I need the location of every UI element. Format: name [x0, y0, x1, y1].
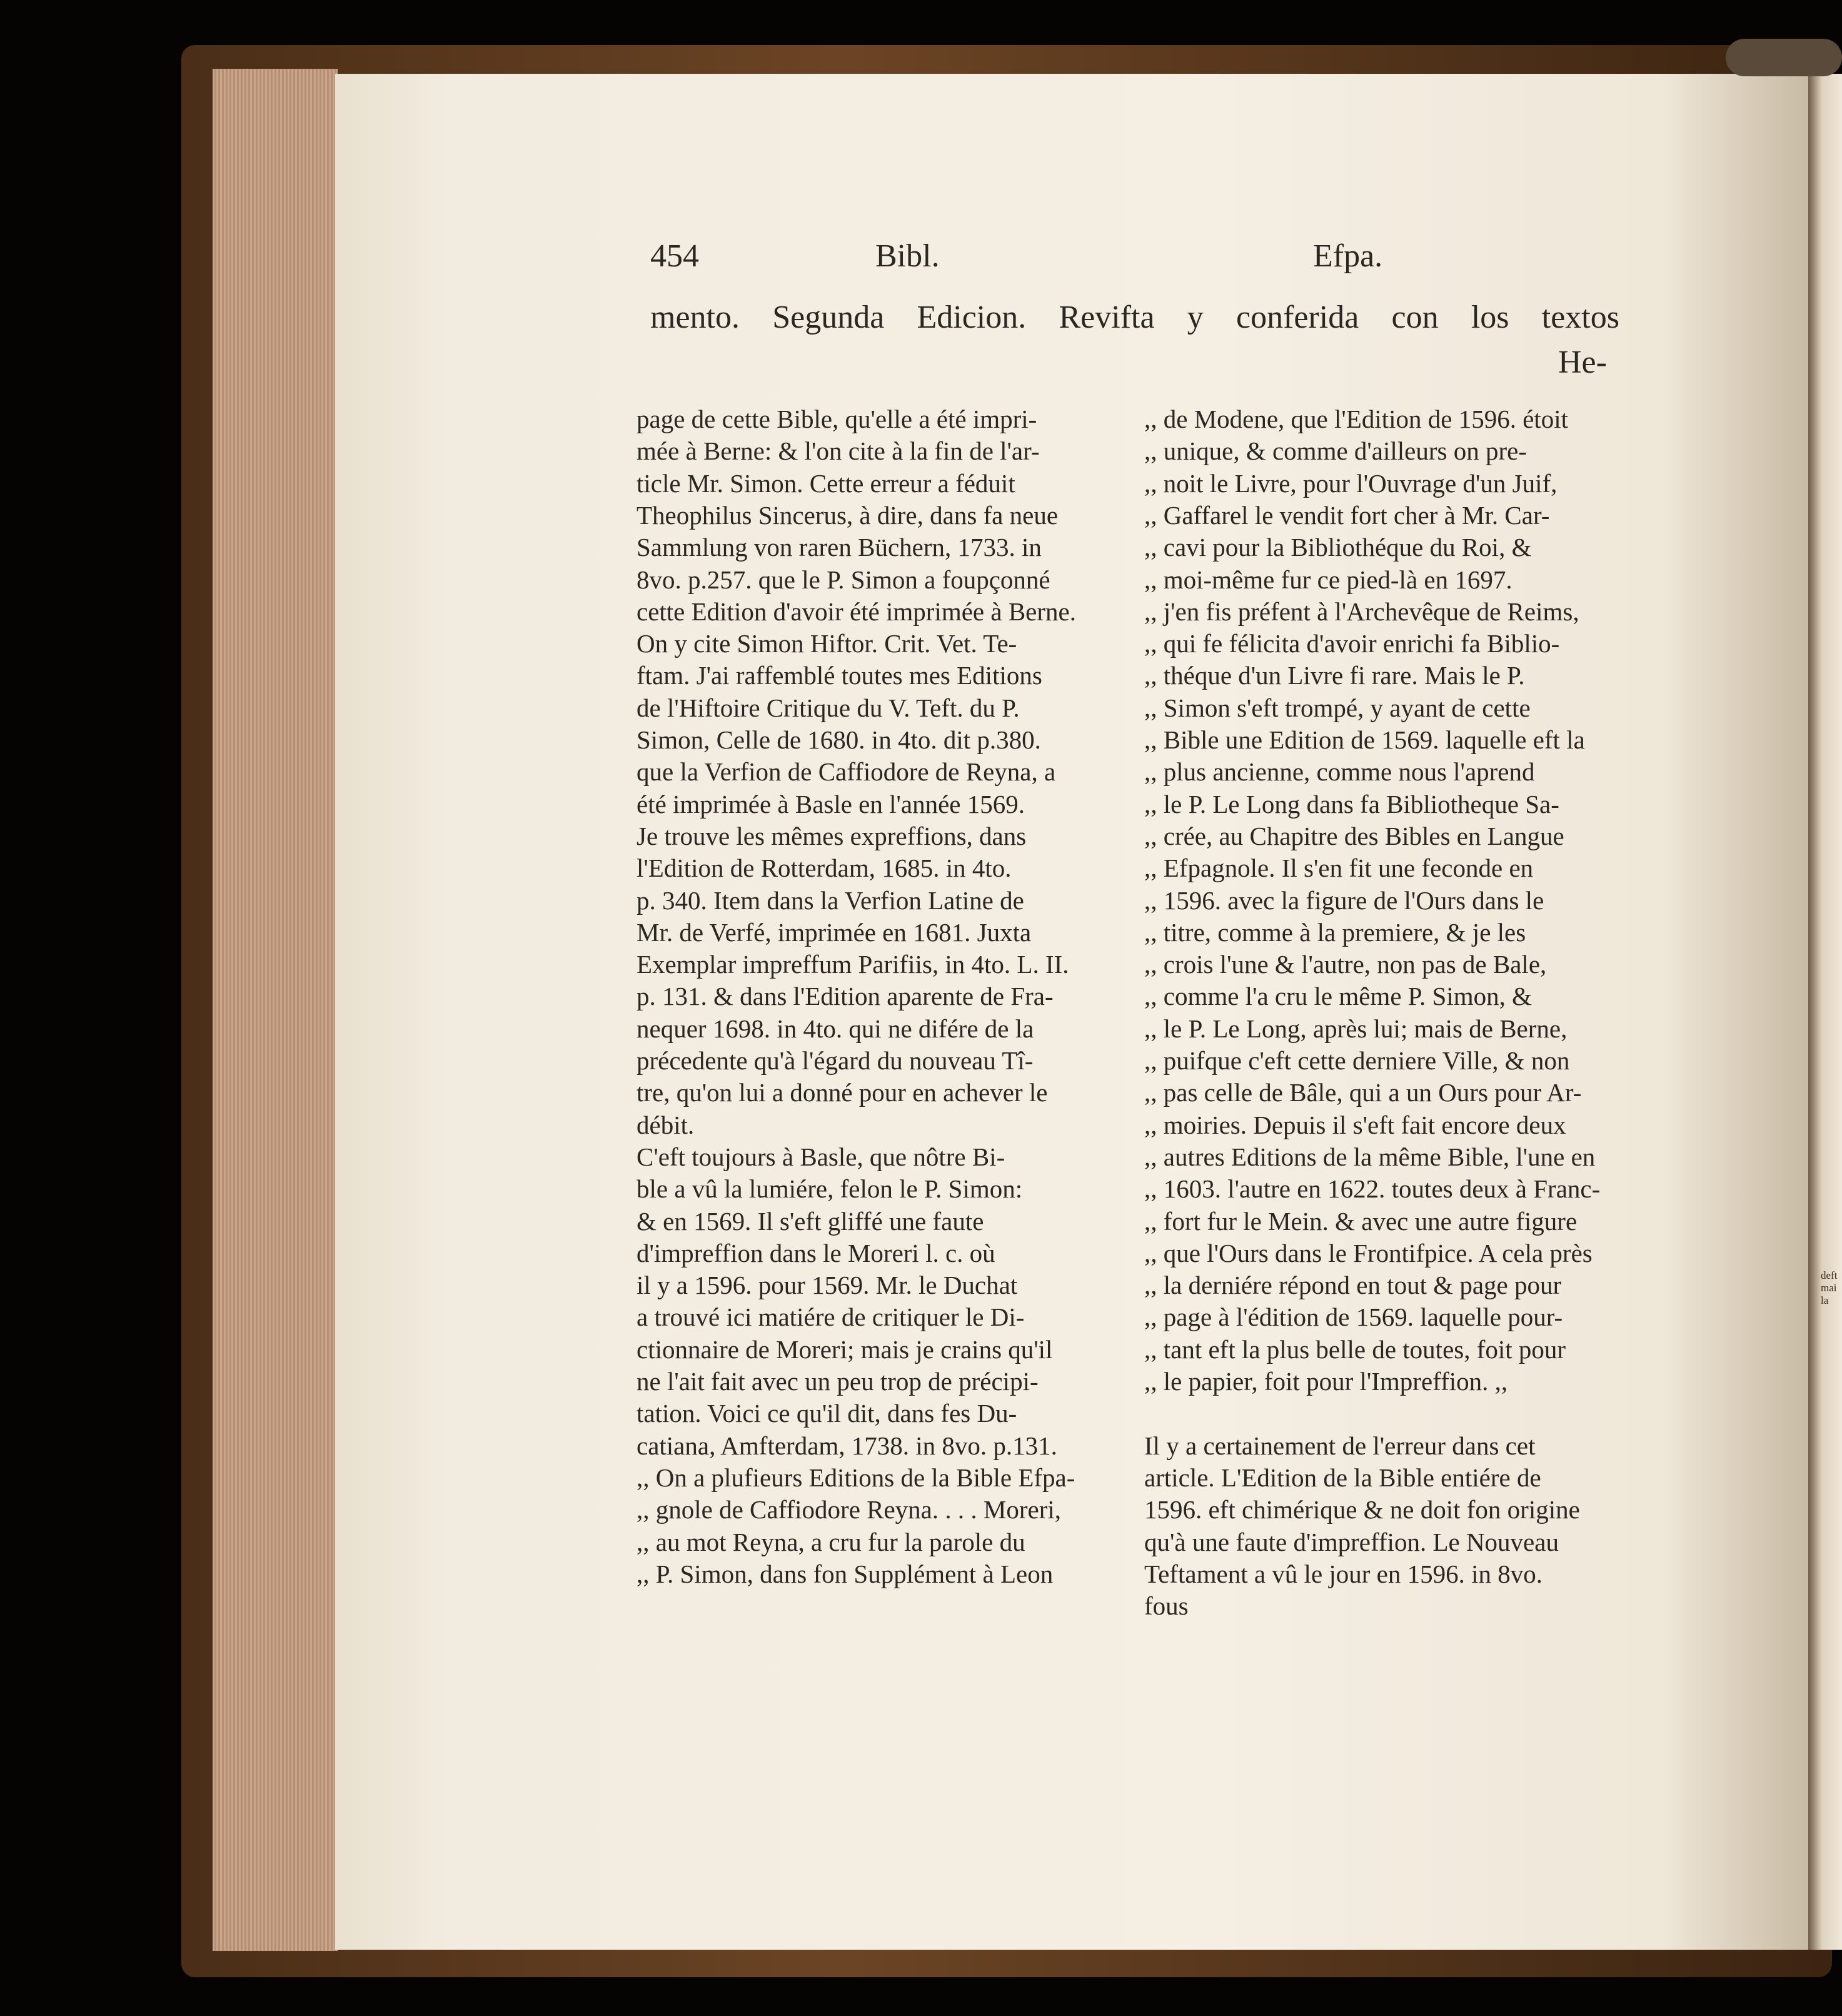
right-column-line: ,, la derniére répond en tout & page pour	[1144, 1271, 1562, 1300]
right-column-line: ,, que l'Ours dans le Frontifpice. A cela près	[1144, 1238, 1593, 1268]
right-column-line: ,, j'en fis préfent à l'Archevêque de Reims,	[1144, 597, 1579, 626]
left-column-line: ftam. J'ai raffemblé toutes mes Editions	[637, 661, 1042, 690]
right-column-line: Il y a certainement de l'erreur dans cet	[1144, 1431, 1536, 1460]
right-column-line: ,, Gaffarel le vendit fort cher à Mr. Car-	[1144, 500, 1550, 530]
right-column-line: ,, autres Editions de la même Bible, l'une en	[1144, 1142, 1596, 1171]
right-column-line: ,, moi-même fur ce pied-là en 1697.	[1144, 565, 1512, 594]
right-column-line: ,, noit le Livre, pour l'Ouvrage d'un Juif,	[1144, 468, 1558, 498]
right-column-line: ,, pas celle de Bâle, qui a un Ours pour Ar-	[1144, 1078, 1582, 1107]
right-column-line: fous	[1144, 1591, 1189, 1621]
right-column-line: article. L'Edition de la Bible entiére de	[1144, 1463, 1541, 1492]
left-column-line: que la Verfion de Caffiodore de Reyna, a	[637, 757, 1056, 787]
left-column-line: ne l'ait fait avec un peu trop de précipi-	[637, 1367, 1039, 1396]
right-column-line: ,, titre, comme à la premiere, & je les	[1144, 917, 1526, 947]
left-column-line: ,, On a plufieurs Editions de la Bible Efpa-	[637, 1463, 1075, 1492]
left-column-line: été imprimée à Basle en l'année 1569.	[637, 789, 1025, 819]
left-column-line: ctionnaire de Moreri; mais je crains qu'il	[637, 1334, 1053, 1364]
facing-page-edge	[1808, 74, 1842, 1950]
page-number: 454	[650, 238, 699, 274]
right-column-line: ,, puifque c'eft cette derniere Ville, & non	[1144, 1046, 1570, 1075]
running-head-right: Efpa.	[1313, 238, 1383, 274]
margin-note: deft	[1821, 1269, 1838, 1281]
right-column-line: ,, Bible une Edition de 1569. laquelle eft la	[1144, 725, 1585, 754]
left-column-line: précedente qu'à l'égard du nouveau Tî-	[637, 1046, 1034, 1075]
book-clasp	[1726, 39, 1842, 76]
right-column-line: ,, crée, au Chapitre des Bibles en Langue	[1144, 821, 1564, 850]
right-column-line: ,, le P. Le Long dans fa Bibliotheque Sa-	[1144, 789, 1559, 819]
right-column-line: ,, unique, & comme d'ailleurs on pre-	[1144, 436, 1527, 466]
right-column-line: ,, qui fe félicita d'avoir enrichi fa Biblio-	[1144, 629, 1560, 658]
left-column-line: cette Edition d'avoir été imprimée à Berne.	[637, 597, 1076, 626]
right-column-line: ,, le papier, foit pour l'Impreffion. ,,	[1144, 1367, 1508, 1396]
left-column-line: page de cette Bible, qu'elle a été impri-	[637, 405, 1037, 433]
left-column-line: Mr. de Verfé, imprimée en 1681. Juxta	[637, 917, 1032, 947]
left-column-line: ,, P. Simon, dans fon Supplément à Leon	[637, 1559, 1054, 1588]
page-stack-edge	[213, 69, 338, 1951]
left-column-line: catiana, Amfterdam, 1738. in 8vo. p.131.	[637, 1431, 1057, 1460]
left-column-line: a trouvé ici matiére de critiquer le Di-	[637, 1303, 1025, 1332]
right-column-line: Teftament a vû le jour en 1596. in 8vo.	[1144, 1559, 1543, 1588]
left-column-line: ,, gnole de Caffiodore Reyna. . . . Moreri,	[637, 1495, 1061, 1525]
left-column-line: On y cite Simon Hiftor. Crit. Vet. Te-	[637, 629, 1017, 658]
running-head-left: Bibl.	[875, 238, 940, 274]
title-line-2: He-	[1558, 345, 1607, 380]
right-column-line: ,, tant eft la plus belle de toutes, foit pour	[1144, 1334, 1566, 1364]
left-column-line: p. 131. & dans l'Edition aparente de Fra-	[637, 982, 1054, 1011]
right-column-line: ,, Efpagnole. Il s'en fit une feconde en	[1144, 854, 1534, 883]
left-column-line: Exemplar impreffum Parifiis, in 4to. L. II.	[637, 950, 1069, 979]
right-column-line: ,, Simon s'eft trompé, y ayant de cette	[1144, 693, 1531, 722]
left-column-line: Je trouve les mêmes expreffions, dans	[637, 821, 1027, 850]
right-column-line: ,, 1596. avec la figure de l'Ours dans le	[1144, 885, 1544, 915]
right-column-line: ,, 1603. l'autre en 1622. toutes deux à Franc-	[1144, 1174, 1601, 1204]
right-column-line: ,, le P. Le Long, après lui; mais de Berne,	[1144, 1014, 1568, 1043]
right-column-line: ,, cavi pour la Bibliothéque du Roi, &	[1144, 533, 1532, 562]
left-column-line: tation. Voici ce qu'il dit, dans fes Du-	[637, 1399, 1017, 1428]
left-column-line: mée à Berne: & l'on cite à la fin de l'ar-	[637, 436, 1040, 466]
left-column-line: 8vo. p.257. que le P. Simon a foupçonné	[637, 565, 1050, 594]
margin-note: mai	[1821, 1282, 1837, 1294]
left-column-line: il y a 1596. pour 1569. Mr. le Duchat	[637, 1271, 1018, 1300]
left-column-line: débit.	[637, 1110, 695, 1139]
right-column-line: ,, théque d'un Livre fi rare. Mais le P.	[1144, 661, 1525, 690]
right-column-line: ,, moiries. Depuis il s'eft fait encore deux	[1144, 1110, 1566, 1139]
left-column-line: ble a vû la lumiére, felon le P. Simon:	[637, 1174, 1023, 1204]
left-column-line: nequer 1698. in 4to. qui ne difére de la	[637, 1014, 1034, 1043]
left-column-line: Theophilus Sincerus, à dire, dans fa neue	[637, 500, 1059, 530]
left-column-line: C'eft toujours à Basle, que nôtre Bi-	[637, 1142, 1005, 1171]
right-column-line: ,, page à l'édition de 1569. laquelle pour-	[1144, 1303, 1563, 1332]
right-column-line: ,, fort fur le Mein. & avec une autre figure	[1144, 1206, 1578, 1236]
right-column-line: ,, de Modene, que l'Edition de 1596. étoit	[1144, 405, 1569, 433]
left-column-line: l'Edition de Rotterdam, 1685. in 4to.	[637, 854, 1012, 883]
left-column-line: Sammlung von raren Büchern, 1733. in	[637, 533, 1042, 562]
margin-note: la	[1821, 1294, 1829, 1306]
left-column-line: & en 1569. Il s'eft gliffé une faute	[637, 1206, 984, 1236]
left-column-line: p. 340. Item dans la Verfion Latine de	[637, 885, 1024, 915]
left-column-line: ,, au mot Reyna, a cru fur la parole du	[637, 1527, 1025, 1556]
right-column-line: 1596. eft chimérique & ne doit fon origine	[1144, 1495, 1580, 1525]
left-column-line: d'impreffion dans le Moreri l. c. où	[637, 1238, 995, 1268]
left-column-line: Simon, Celle de 1680. in 4to. dit p.380.	[637, 725, 1041, 754]
right-column-line: ,, crois l'une & l'autre, non pas de Bale,	[1144, 950, 1547, 979]
title-line-1: mento. Segunda Edicion. Revifta y conferida con los textos	[650, 300, 1619, 335]
right-column-line: ,, comme l'a cru le même P. Simon, &	[1144, 982, 1532, 1011]
right-column-line: qu'à une faute d'impreffion. Le Nouveau	[1144, 1527, 1559, 1556]
left-column-line: tre, qu'on lui a donné pour en achever le	[637, 1078, 1048, 1107]
right-column-line: ,, plus ancienne, comme nous l'aprend	[1144, 757, 1535, 787]
left-column-line: de l'Hiftoire Critique du V. Teft. du P.	[637, 693, 1020, 722]
left-column-line: ticle Mr. Simon. Cette erreur a féduit	[637, 468, 1015, 498]
